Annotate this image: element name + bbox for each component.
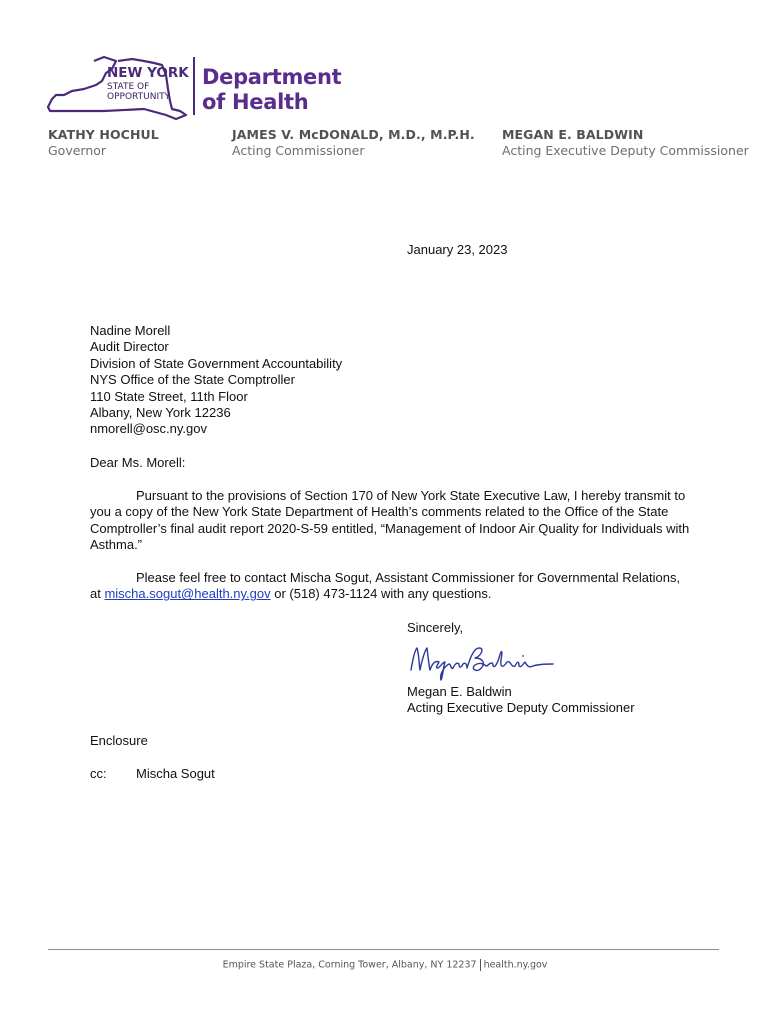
- paragraph-1-text: Pursuant to the provisions of Section 170 of New York State Executive Law, I hereby transmit to you a copy of the New York State Department of Health’s comments related to the Office of the State Comptroller’s final audit report 2020-S-59 entitled, “Management of Indoor Air Quality for Individuals with Asthma.”: [90, 488, 690, 553]
- recipient-line: Albany, New York 12236: [90, 405, 231, 421]
- official-title-deputy: Acting Executive Deputy Commissioner: [502, 143, 749, 158]
- body-paragraph-2: [90, 570, 690, 603]
- official-title-commissioner: Acting Commissioner: [232, 143, 365, 158]
- paragraph-2-tail: or (518) 473-1124 with any questions.: [270, 586, 492, 602]
- signer-title: Acting Executive Deputy Commissioner: [407, 700, 635, 715]
- paragraph-2-text: Please feel free to contact Mischa Sogut, Assistant Commissioner for Governmental Relations, at: [90, 570, 681, 602]
- recipient-email: nmorell@osc.ny.gov: [90, 421, 207, 437]
- official-name-commissioner: JAMES V. McDONALD, M.D., M.P.H.: [232, 127, 475, 142]
- recipient-line: 110 State Street, 11th Floor: [90, 388, 248, 404]
- enclosure-note: Enclosure: [90, 733, 148, 748]
- ny-logo-line3: OPPORTUNITY.: [107, 92, 172, 102]
- dept-name-line2: of Health: [202, 90, 309, 114]
- official-title-governor: Governor: [48, 143, 107, 158]
- official-name-deputy: MEGAN E. BALDWIN: [502, 127, 644, 142]
- signer-name: Megan E. Baldwin: [407, 684, 512, 699]
- body-paragraph-1: [90, 488, 690, 554]
- footer-divider: [48, 949, 719, 950]
- closing: Sincerely,: [407, 620, 464, 635]
- ny-logo-line2: STATE OF: [107, 82, 150, 92]
- recipient-line: Division of State Government Accountability: [90, 355, 343, 371]
- cc-label: cc:: [90, 766, 107, 781]
- recipient-line: NYS Office of the State Comptroller: [90, 372, 295, 388]
- footer: [0, 959, 770, 971]
- salutation: Dear Ms. Morell:: [90, 455, 186, 470]
- footer-website[interactable]: health.ny.gov: [483, 959, 548, 971]
- footer-address: Empire State Plaza, Corning Tower, Albany, NY 12237: [222, 959, 477, 971]
- recipient-block: [90, 323, 342, 438]
- contact-email-link[interactable]: mischa.sogut@health.ny.gov: [104, 586, 271, 602]
- official-name-governor: KATHY HOCHUL: [48, 127, 159, 142]
- cc-name: Mischa Sogut: [136, 766, 215, 781]
- recipient-line: Audit Director: [90, 339, 169, 355]
- logo-divider: [193, 57, 195, 115]
- recipient-line: Nadine Morell: [90, 323, 171, 338]
- handwritten-signature: [407, 640, 557, 682]
- footer-separator: [480, 959, 481, 971]
- dept-name-line1: Department: [202, 65, 342, 89]
- ny-logo-line1: NEW YORK: [107, 65, 189, 81]
- letter-date: January 23, 2023: [407, 242, 508, 257]
